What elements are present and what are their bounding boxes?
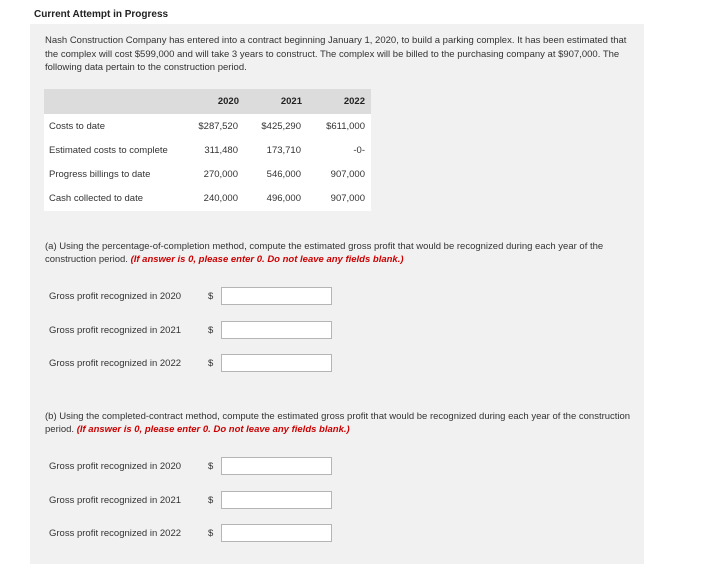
part-b-question-text: (b) Using the completed-contract method, compute the estimated gross profit that would be recognized during each year of the construction period. [45,411,631,435]
dollar-sign: $ [208,291,214,302]
row-label: Progress billings to date [49,169,151,180]
part-b-answer-row-2022 [44,524,344,546]
page-title: Current Attempt in Progress [34,9,169,20]
header-2022: 2022 [343,96,365,107]
part-a-answer-row-2020 [44,287,344,309]
dollar-sign: $ [208,495,214,506]
dollar-sign: $ [208,461,214,472]
part-b-question [45,410,635,436]
row-label: Costs to date [49,121,105,132]
answer-label: Gross profit recognized in 2020 [49,291,182,302]
cell-2020: 270,000 [203,169,238,180]
part-b-instruction: (If answer is 0, please enter 0. Do not leave any fields blank.) [76,424,350,435]
table-row [44,167,371,183]
cell-2021: $425,290 [261,121,301,132]
answer-label: Gross profit recognized in 2021 [49,325,182,336]
cell-2022: 907,000 [330,193,365,204]
part-a-gross-profit-2021-input[interactable] [221,321,332,339]
answer-label: Gross profit recognized in 2022 [49,358,182,369]
part-b-answer-row-2021 [44,491,344,513]
answer-label: Gross profit recognized in 2020 [49,461,182,472]
part-a-answer-row-2022 [44,354,344,376]
cell-2021: 546,000 [266,169,301,180]
row-label: Cash collected to date [49,193,144,204]
cell-2022: 907,000 [330,169,365,180]
part-b-answer-row-2020 [44,457,344,479]
row-label: Estimated costs to complete [49,145,168,156]
table-row [44,191,371,207]
cell-2020: 240,000 [203,193,238,204]
part-a-instruction: (If answer is 0, please enter 0. Do not leave any fields blank.) [130,254,404,265]
table-row [44,119,371,135]
table-header [44,89,371,114]
cell-2022: -0- [353,145,365,156]
cell-2020: 311,480 [204,145,238,156]
answer-label: Gross profit recognized in 2022 [49,528,182,539]
header-2021: 2021 [280,96,302,107]
part-b-gross-profit-2020-input[interactable] [221,457,332,475]
cell-2021: 496,000 [266,193,301,204]
part-b-gross-profit-2021-input[interactable] [221,491,332,509]
part-a-gross-profit-2020-input[interactable] [221,287,332,305]
problem-text: Nash Construction Company has entered into a contract beginning January 1, 2020, to build a parking complex. It has been estimated that the complex will cost $599,000 and will take 3 years to construct. The complex will be billed to the purchasing company at $907,000. The following data pertain to the construction period. [45,35,627,73]
cell-2020: $287,520 [198,121,238,132]
part-b-gross-profit-2022-input[interactable] [221,524,332,542]
dollar-sign: $ [208,325,214,336]
table-row [44,143,371,159]
cell-2021: 173,710 [266,145,301,156]
header-2020: 2020 [217,96,239,107]
part-a-answer-row-2021 [44,321,344,343]
construction-data-table [44,89,371,211]
dollar-sign: $ [208,358,214,369]
cell-2022: $611,000 [326,121,365,132]
answer-label: Gross profit recognized in 2021 [49,495,182,506]
part-a-gross-profit-2022-input[interactable] [221,354,332,372]
part-a-question [45,240,635,266]
dollar-sign: $ [208,528,214,539]
part-a-question-text: (a) Using the percentage-of-completion method, compute the estimated gross profit that would be recognized during each year of the construction period. [45,241,604,265]
